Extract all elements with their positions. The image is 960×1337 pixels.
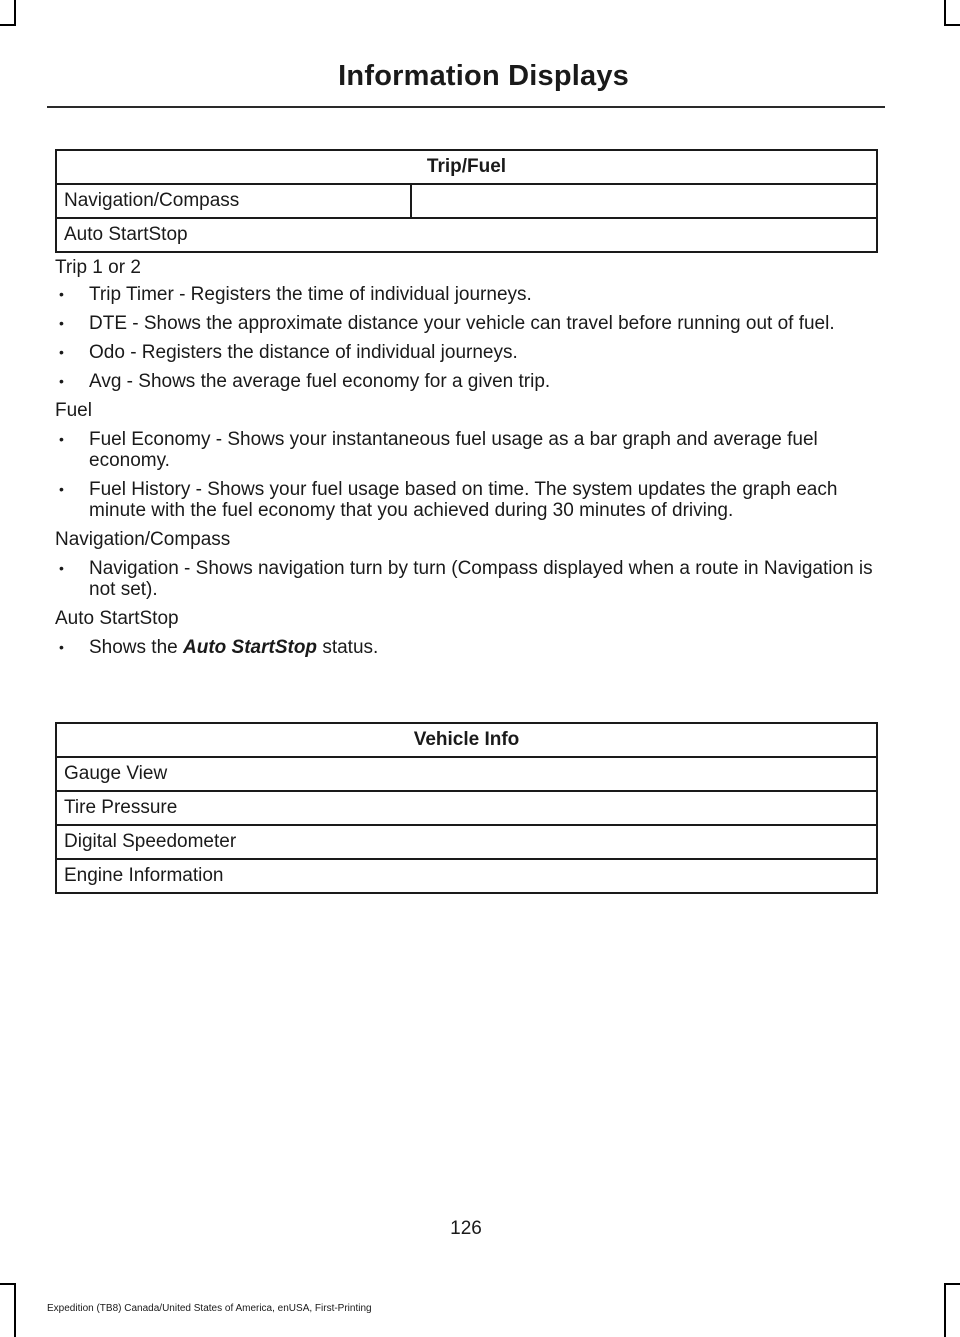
section-heading-fuel: Fuel — [55, 400, 92, 421]
table-cell: Navigation/Compass — [56, 184, 411, 218]
section-heading-navigation: Navigation/Compass — [55, 529, 231, 550]
table-heading: Trip/Fuel — [56, 150, 877, 184]
crop-mark — [944, 24, 960, 26]
item-text: Shows the — [89, 637, 183, 658]
table-heading: Vehicle Info — [56, 723, 877, 757]
page-number: 126 — [450, 1218, 482, 1239]
section-heading-auto-startstop: Auto StartStop — [55, 608, 179, 629]
list-item: • Fuel Economy - Shows your instantaneous fuel usage as a bar graph and average fuel economy. — [55, 429, 881, 471]
section-heading-trip: Trip 1 or 2 — [55, 257, 141, 278]
crop-mark — [14, 1283, 16, 1337]
table-cell: Tire Pressure — [56, 791, 877, 825]
list-item: • Navigation - Shows navigation turn by turn (Compass displayed when a route in Navigation is not set). — [55, 558, 881, 600]
vehicle-info-table — [55, 722, 878, 894]
list-item: • Odo - Registers the distance of individual journeys. — [55, 342, 881, 363]
item-text: status. — [317, 637, 379, 658]
table-cell: Digital Speedometer — [56, 825, 877, 859]
header-divider — [47, 106, 885, 108]
document-footer: Expedition (TB8) Canada/United States of America, enUSA, First-Printing — [47, 1303, 372, 1314]
table-cell: Engine Information — [56, 859, 877, 893]
crop-mark — [944, 1283, 946, 1337]
list-item: • Fuel History - Shows your fuel usage based on time. The system updates the graph each minute with the fuel economy that you achieved during 30 minutes of driving. — [55, 479, 881, 521]
list-item: • DTE - Shows the approximate distance your vehicle can travel before running out of fuel. — [55, 313, 881, 334]
crop-mark — [0, 1283, 16, 1285]
navigation-list — [55, 558, 881, 600]
table-cell: Gauge View — [56, 757, 877, 791]
crop-mark — [944, 0, 946, 26]
body-text — [55, 257, 881, 666]
list-item: • Avg - Shows the average fuel economy for a given trip. — [55, 371, 881, 392]
list-item — [55, 637, 881, 658]
table-cell-empty — [411, 184, 877, 218]
trip-list — [55, 284, 881, 392]
table-cell: Auto StartStop — [56, 218, 877, 252]
auto-startstop-list — [55, 637, 881, 658]
emphasis-text: Auto StartStop — [183, 637, 318, 658]
crop-mark — [14, 0, 16, 26]
page-title: Information Displays — [338, 60, 629, 92]
crop-mark — [944, 1283, 960, 1285]
fuel-list — [55, 429, 881, 521]
trip-fuel-table — [55, 149, 878, 253]
crop-mark — [0, 24, 16, 26]
list-item: • Trip Timer - Registers the time of individual journeys. — [55, 284, 881, 305]
